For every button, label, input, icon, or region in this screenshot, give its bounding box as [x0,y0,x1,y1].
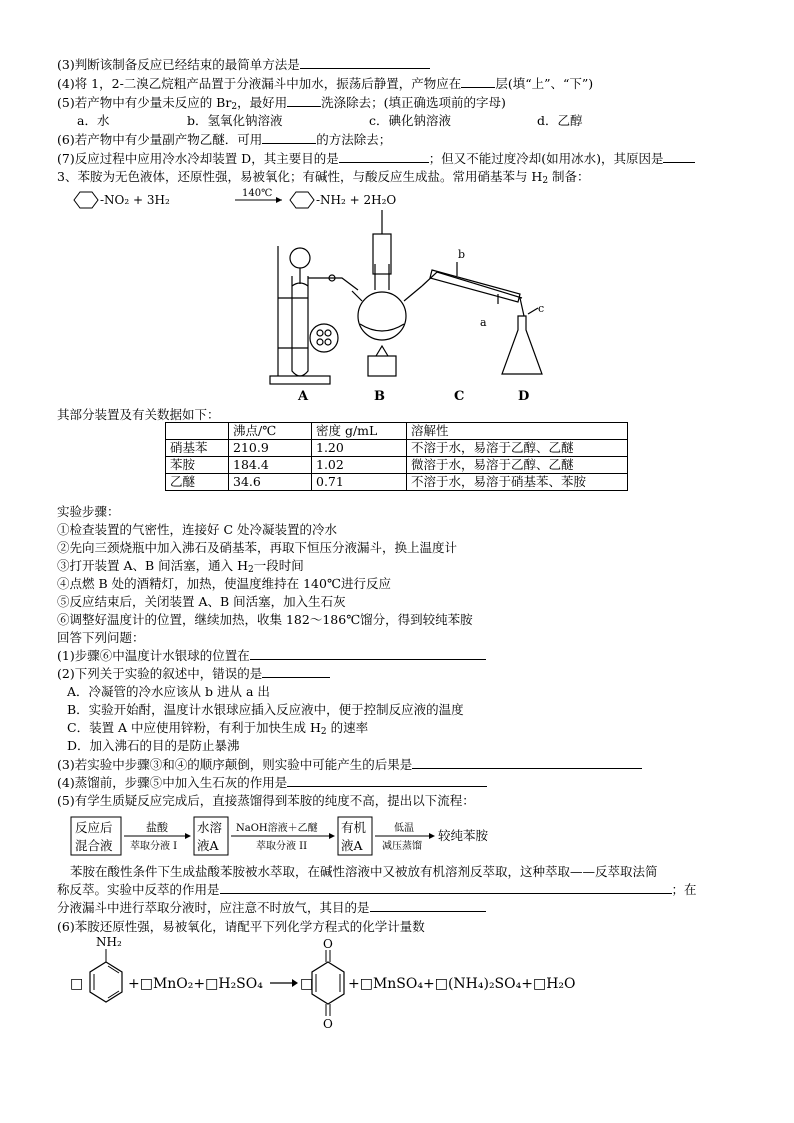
side-neck [352,291,362,301]
answer-blank[interactable] [287,94,321,107]
condenser-jacket [430,270,520,302]
sub-question-3 [57,756,642,773]
sub-question-5: (5)有学生质疑反应完成后，直接蒸馏得到苯胺的纯度不高，提出以下流程： [57,793,475,808]
sub-question-6: (6)苯胺还原性强，易被氧化，请配平下列化学方程式的化学计量数 [57,919,425,934]
table-cell: 184.4 [229,457,312,474]
option-c: c．碘化钠溶液 [369,113,452,128]
intro-text: 3、苯胺为无色液体，还原性强，易被氧化；有碱性，与酸反应生成盐。常用硝基苯与 H [57,169,543,184]
label-a: a [480,316,487,329]
subscript: 2 [231,102,238,112]
flow-box-1-line-2: 混合液 [75,838,113,853]
question-4-text-end: 层(填“上”、“下”) [495,76,594,91]
zinc-magnifier [310,324,338,352]
label-A: A [298,389,309,404]
step-5: ⑤反应结束后，关闭装置 A、B 间活塞，加入生石灰 [57,594,346,609]
answer-blank[interactable] [262,665,330,678]
step-6: ⑥调整好温度计的位置，继续加热，收集 182～186℃馏分，得到较纯苯胺 [57,612,473,627]
amino-group-label: NH₂ [96,935,122,949]
products: -NH₂ + 2H₂O [316,193,397,207]
question-3-text: (3)判断该制备反应已经结束的最简单方法是 [57,57,300,72]
coefficient-box: □ [70,976,84,992]
question-6-text: (6)若产物中有少量副产物乙醚．可用 [57,132,263,147]
side-neck [404,286,422,301]
answer-blank[interactable] [250,647,486,660]
flow-arrow-3-top: 低温 [394,823,414,834]
flow-result: 较纯苯胺 [438,828,489,843]
sub-question-5-line-2 [57,881,697,898]
question-3 [57,56,430,73]
reactants: -NO₂ + 3H₂ [100,193,170,207]
option-b: b．氢氧化钠溶液 [187,113,283,128]
question-5-text-mid: ，最好用 [237,95,288,110]
flow-arrow-1-bottom: 萃取分液 I [130,841,178,852]
step-3-text-end: 一段时间 [253,558,304,573]
reaction-equation-2 [68,932,588,1032]
arrow-head-icon [185,833,191,839]
sub-question-5-line-3-text: 分液漏斗中进行萃取分液时，应注意不时放气，其目的是 [57,900,370,915]
flow-box-3-line-2: 液A [341,838,363,853]
answer-blank[interactable] [300,56,430,69]
table-cell: 210.9 [229,440,312,457]
arrow-head-icon [276,197,282,203]
table-cell: 不溶于水，易溶于乙醇、乙醚 [407,440,628,457]
step-1: ①检查装置的气密性，连接好 C 处冷凝装置的冷水 [57,522,338,537]
sub-question-3-text: (3)若实验中步骤③和④的顺序颠倒，则实验中可能产生的后果是 [57,757,413,772]
sub-question-4 [57,774,487,791]
flow-arrow-2-bottom: 萃取分液 II [256,841,308,852]
apparatus-diagram [262,206,572,406]
option-B: B．实验开始酎，温度计水银球应插入反应液中，便于控制反应液的温度 [67,702,464,717]
question-5-text: (5)若产物中有少量未反应的 Br [57,95,232,110]
arrow-head-icon [429,833,435,839]
benzene-ring-icon [90,962,122,1002]
coefficient-box: □ [300,976,314,992]
oxygen-label-top: O [323,937,333,951]
question-7-text: (7)反应过程中应用冷水冷却装置 D，其主要目的是 [57,151,339,166]
flow-box-2-line-1: 水溶 [197,820,223,835]
oxygen-label-bottom: O [323,1017,333,1031]
option-C-text-end: 的速率 [326,720,369,735]
three-neck-flask [358,292,406,340]
condenser-inlet [422,272,522,298]
question-5-options [77,112,583,129]
subscript: 2 [542,176,549,186]
flow-arrow-2-top: NaOH溶液＋乙醚 [236,823,318,834]
data-table [165,422,628,491]
header-cell [166,423,229,440]
header-cell: 溶解性 [407,423,628,440]
stand-base [270,376,330,384]
option-A: A．冷凝管的冷水应该从 b 进从 a 出 [67,684,270,699]
intro-text-end: 制备： [548,169,590,184]
label-c: c [538,302,545,315]
answer-blank[interactable] [461,75,495,88]
table-row [166,474,628,491]
subscript: 2 [248,565,254,575]
answer-blank[interactable] [370,899,486,912]
side-arm-c [528,308,538,314]
flow-box-1-line-1: 反应后 [75,820,113,835]
question-6-text-end: 的方法除去； [316,132,392,147]
step-2: ②先向三颈烧瓶中加入沸石及硝基苯，再取下恒压分液漏斗，换上温度计 [57,540,458,555]
table-cell: 1.20 [312,440,407,457]
steps-title: 实验步骤： [57,504,120,519]
table-row [166,457,628,474]
option-C-text: C．装置 A 中应使用锌粉，有利于加快生成 H [67,720,321,735]
zinc-grain [317,330,323,336]
sub-question-1 [57,647,486,664]
step-4: ④点燃 B 处的酒精灯，加热，使温度维持在 140℃进行反应 [57,576,391,591]
quinone-ring-icon [312,962,344,1004]
answer-blank[interactable] [220,881,672,894]
sub-question-2 [57,665,330,682]
label-C: C [454,389,465,404]
flow-box-3-line-1: 有机 [341,820,367,835]
table-row [166,440,628,457]
delivery-tube [308,278,358,290]
answer-blank[interactable] [287,774,487,787]
adapter [520,298,524,316]
alcohol-lamp [368,356,396,376]
sub-question-5-line-3 [57,899,486,916]
option-D: D．加入沸石的目的是防止暴沸 [67,738,240,753]
reactants-text: +□MnO₂+□H₂SO₄ [128,976,263,992]
label-D: D [518,389,530,404]
sub-question-2-text: (2)下列关于实验的叙述中，错误的是 [57,666,263,681]
answer-intro: 回答下列问题： [57,630,145,645]
step-3-text: ③打开装置 A、B 间活塞，通入 H [57,558,249,573]
zinc-grain [317,339,323,345]
question-7 [57,150,695,167]
flow-arrow-3-bottom: 减压蒸馏 [382,841,422,852]
reaction-condition: 140℃ [242,188,273,199]
table-cell: 0.71 [312,474,407,491]
sub-question-5-line-1: 苯胺在酸性条件下生成盐酸苯胺被水萃取，在碱性溶液中又被放有机溶剂反萃取，这种萃取——反萃取法简 [70,864,658,879]
answer-blank[interactable] [663,150,695,163]
funnel-bulb [290,248,310,268]
sub-question-5-line-2-end: ；在 [671,882,697,897]
sub-question-5-line-2-text: 称反萃。实验中反萃的作用是 [57,882,220,897]
question-4 [57,75,593,92]
pressure-funnel [373,234,391,274]
label-b: b [458,248,466,261]
table-cell: 不溶于水，易溶于硝基苯、苯胺 [407,474,628,491]
table-cell: 苯胺 [166,457,229,474]
header-cell: 密度 g/mL [312,423,407,440]
table-cell: 硝基苯 [166,440,229,457]
sub-question-1-text: (1)步骤⑥中温度计水银球的位置在 [57,648,250,663]
label-B: B [374,389,385,404]
table-cell: 微溶于水，易溶于乙醇、乙醚 [407,457,628,474]
option-a: a．水 [77,113,110,128]
question-5-text-end: 洗涤除去；(填正确选项前的字母) [321,95,506,110]
table-cell: 34.6 [229,474,312,491]
answer-blank[interactable] [262,131,316,144]
zinc-grain [325,330,331,336]
sub-question-4-text: (4)蒸馏前，步骤⑤中加入生石灰的作用是 [57,775,288,790]
conical-flask [502,316,542,374]
question-6 [57,131,391,148]
answer-blank[interactable] [412,756,642,769]
header-cell: 沸点/℃ [229,423,312,440]
table-intro: 其部分装置及有关数据如下： [57,407,220,422]
arrow-head-icon [292,979,298,987]
flask-liquid [360,324,404,331]
subscript: 2 [320,727,327,737]
test-tube [292,276,308,376]
products-text: +□MnSO₄+□(NH₄)₂SO₄+□H₂O [348,976,576,992]
question-7-text-end: ；但又不能过度冷却(如用冰水)，其原因是 [428,151,664,166]
answer-blank[interactable] [339,150,429,163]
table-cell: 乙醚 [166,474,229,491]
flow-arrow-1-top: 盐酸 [146,821,168,834]
question-4-text: (4)将 1，2-二溴乙烷粗产品置于分液漏斗中加水，振荡后静置，产物应在 [57,76,462,91]
flow-box-2-line-2: 液A [197,838,219,853]
table-cell: 1.02 [312,457,407,474]
flame [376,346,388,356]
arrow-head-icon [329,833,335,839]
option-d: d．乙醇 [537,113,583,128]
zinc-grain [325,339,331,345]
benzene-ring-icon [74,192,98,208]
table-header-row [166,423,628,440]
flow-diagram [70,815,540,859]
